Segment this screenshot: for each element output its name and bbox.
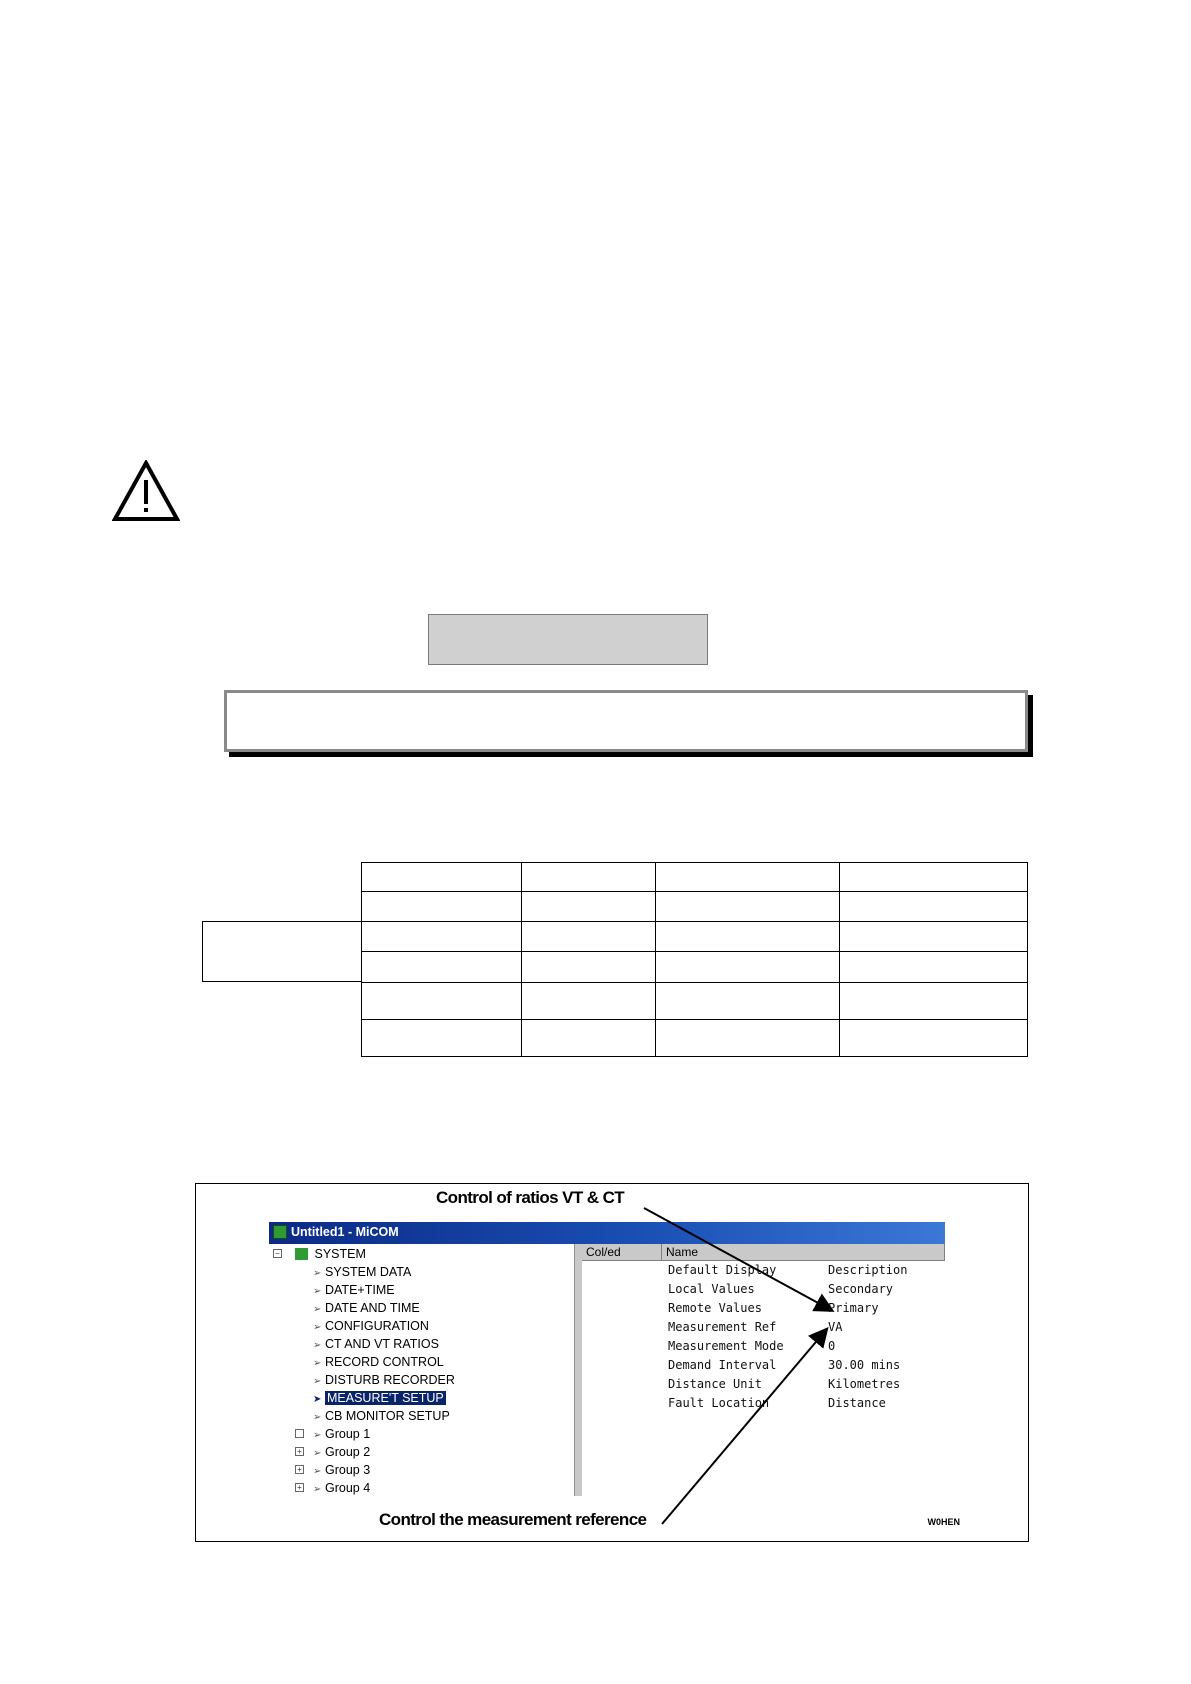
table-line — [1027, 862, 1028, 1057]
list-item-name[interactable]: Default Display — [668, 1263, 777, 1277]
tree-group-3[interactable]: + ➢ Group 3 — [313, 1462, 370, 1478]
column-header-name[interactable]: Name — [662, 1244, 945, 1261]
list-item-value: Kilometres — [828, 1377, 901, 1391]
arrow-icon: ➢ — [313, 1448, 322, 1459]
table-line — [361, 982, 1028, 983]
arrow-icon: ➢ — [313, 1268, 322, 1279]
table-row-header-cell — [202, 921, 361, 982]
list-item-value: VA — [828, 1320, 843, 1334]
arrow-icon: ➢ — [313, 1430, 322, 1441]
arrow-icon: ➢ — [313, 1484, 322, 1495]
collapse-icon[interactable]: − — [273, 1249, 282, 1258]
arrow-icon: ➢ — [313, 1322, 322, 1333]
table-line — [839, 862, 840, 1057]
table-line — [361, 1056, 1028, 1057]
table-line — [361, 1019, 1028, 1020]
tree-item-date-time[interactable]: ➢ DATE+TIME — [313, 1282, 395, 1298]
arrow-icon: ➢ — [313, 1412, 322, 1423]
annotation-arrows — [196, 1184, 1030, 1543]
tree-group-2[interactable]: + ➢ Group 2 — [313, 1444, 370, 1460]
tree-group-4[interactable]: + ➢ Group 4 — [313, 1480, 370, 1496]
list-item-name[interactable]: Distance Unit — [668, 1377, 762, 1391]
tree-item-configuration[interactable]: ➢ CONFIGURATION — [313, 1318, 429, 1334]
caption-measurement-reference: Control the measurement reference — [379, 1510, 647, 1529]
tree-item-measure-setup[interactable]: ➤ MEASURE'T SETUP — [313, 1390, 446, 1406]
list-item-name[interactable]: Measurement Mode — [668, 1339, 784, 1353]
table-line — [361, 951, 1028, 952]
warning-icon — [112, 460, 180, 522]
column-header-col[interactable]: Col/ed — [582, 1244, 662, 1261]
framed-note-box — [224, 690, 1028, 752]
list-item-name[interactable]: Remote Values — [668, 1301, 762, 1315]
caption-ratios: Control of ratios VT & CT — [436, 1188, 625, 1207]
list-item-value: Distance — [828, 1396, 886, 1410]
expand-icon[interactable]: + — [295, 1447, 304, 1456]
arrow-icon: ➢ — [313, 1376, 322, 1387]
arrow-to-measurement-ref — [662, 1330, 826, 1524]
list-item-name[interactable]: Local Values — [668, 1282, 755, 1296]
tree-group-1[interactable]: ➢ Group 1 — [313, 1426, 370, 1442]
tree-item-record-control[interactable]: ➢ RECORD CONTROL — [313, 1354, 444, 1370]
list-item-value: 0 — [828, 1339, 836, 1353]
tree-item-cb-monitor-setup[interactable]: ➢ CB MONITOR SETUP — [313, 1408, 450, 1424]
list-item-value: Primary — [828, 1301, 879, 1315]
table-line — [361, 921, 1028, 922]
table-line — [361, 862, 1028, 863]
grey-label-box — [428, 614, 708, 665]
list-item-value: 30.00 mins — [828, 1358, 901, 1372]
arrow-icon: ➢ — [313, 1304, 322, 1315]
arrow-to-ratios — [644, 1208, 831, 1310]
table-line — [361, 891, 1028, 892]
arrow-icon: ➢ — [313, 1286, 322, 1297]
list-item-value: Description — [828, 1263, 908, 1277]
arrow-icon: ➢ — [313, 1466, 322, 1477]
tree-item-ct-vt-ratios[interactable]: ➢ CT AND VT RATIOS — [313, 1336, 439, 1352]
micom-screenshot-figure — [195, 1183, 1029, 1542]
tree-root[interactable]: − SYSTEM — [295, 1246, 366, 1262]
tree-item-date-and-time[interactable]: ➢ DATE AND TIME — [313, 1300, 420, 1316]
figure-reference-tag: W0HEN — [927, 1517, 960, 1527]
expand-icon[interactable]: + — [295, 1483, 304, 1492]
arrow-icon: ➢ — [313, 1340, 322, 1351]
table-line — [361, 862, 362, 1057]
table-line — [521, 862, 522, 1057]
window-title: Untitled1 - MiCOM — [291, 1225, 399, 1239]
table-line — [655, 862, 656, 1057]
list-item-value: Secondary — [828, 1282, 894, 1296]
list-item-name[interactable]: Demand Interval — [668, 1358, 777, 1372]
arrow-icon: ➢ — [313, 1358, 322, 1369]
list-item-name[interactable]: Measurement Ref — [668, 1320, 777, 1334]
tree-item-disturb-recorder[interactable]: ➢ DISTURB RECORDER — [313, 1372, 455, 1388]
expand-icon[interactable]: + — [295, 1465, 304, 1474]
list-item-name[interactable]: Fault Location — [668, 1396, 770, 1410]
tree-item-system-data[interactable]: ➢ SYSTEM DATA — [313, 1264, 411, 1280]
arrow-icon: ➤ — [313, 1394, 322, 1405]
